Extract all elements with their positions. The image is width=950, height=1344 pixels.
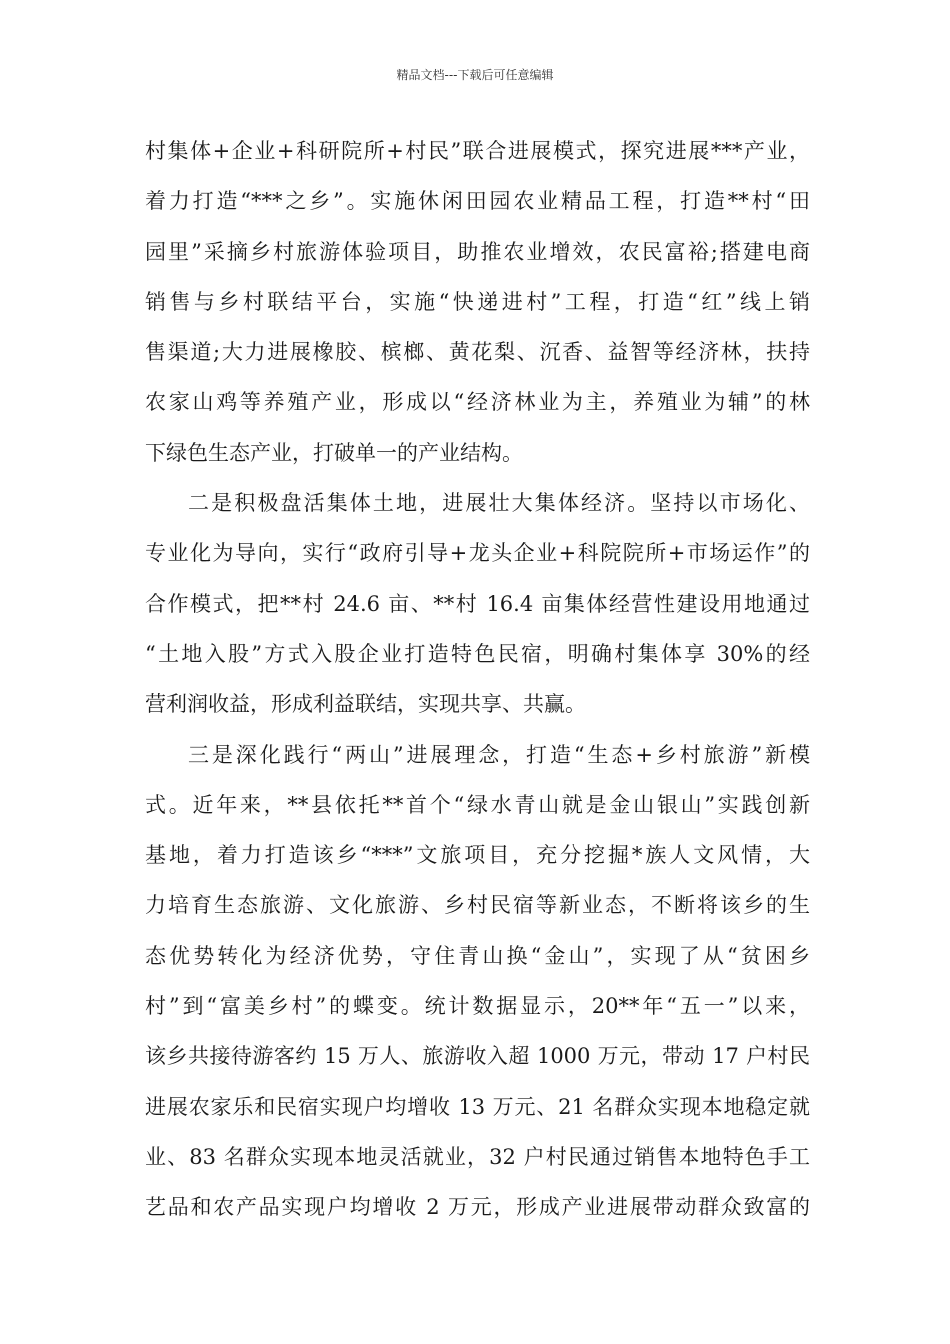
text-line: 园里”采摘乡村旅游体验项目，助推农业增效，农民富裕;搭建电商 [145,239,810,264]
text-line: 力培育生态旅游、文化旅游、乡村民宿等新业态，不断将该乡的生 [145,893,810,918]
text-line: “土地入股”方式入股企业打造特色民宿，明确村集体享 30%的经 [145,641,810,666]
text-line: 销售与乡村联结平台，实施“快递进村”工程，打造“红”线上销 [145,289,810,314]
text-line: 村”到“富美乡村”的蝶变。统计数据显示，20**年“五一”以来， [145,994,810,1019]
text-line: 专业化为导向，实行“政府引导+龙头企业+科院院所+市场运作”的 [145,541,810,566]
text-line: 进展农家乐和民宿实现户均增收 13 万元、21 名群众实现本地稳定就 [145,1094,810,1119]
text-line: 态优势转化为经济优势，守住青山换“金山”，实现了从“贫困乡 [145,943,810,968]
paragraph-start-line: 三是深化践行“两山”进展理念，打造“生态+乡村旅游”新模 [188,742,810,767]
text-line: 该乡共接待游客约 15 万人、旅游收入超 1000 万元，带动 17 户村民 [145,1044,810,1069]
text-line: 式。近年来，**县依托**首个“绿水青山就是金山银山”实践创新 [145,792,810,817]
paragraph-start-line: 二是积极盘活集体土地，进展壮大集体经济。坚持以市场化、 [188,491,810,516]
text-line: 营利润收益，形成利益联结，实现共享、共赢。 [145,692,586,717]
text-line: 着力打造“***之乡”。实施休闲田园农业精品工程，打造**村“田 [145,189,810,214]
text-line: 售渠道;大力进展橡胶、槟榔、黄花梨、沉香、益智等经济林，扶持 [145,340,810,365]
text-line: 合作模式，把**村 24.6 亩、**村 16.4 亩集体经营性建设用地通过 [145,591,810,616]
page-header: 精品文档---下载后可任意编辑 [396,68,554,82]
text-line: 下绿色生态产业，打破单一的产业结构。 [145,440,523,465]
text-line: 艺品和农产品实现户均增收 2 万元，形成产业进展带动群众致富的 [145,1195,810,1220]
text-line: 村集体+企业+科研院所+村民”联合进展模式，探究进展***产业， [145,139,810,163]
text-line: 业、83 名群众实现本地灵活就业，32 户村民通过销售本地特色手工 [145,1144,810,1169]
text-line: 基地，着力打造该乡“***”文旅项目，充分挖掘*族人文风情，大 [145,843,810,868]
text-line: 农家山鸡等养殖产业，形成以“经济林业为主，养殖业为辅”的林 [145,390,810,415]
body-text [145,126,810,1233]
